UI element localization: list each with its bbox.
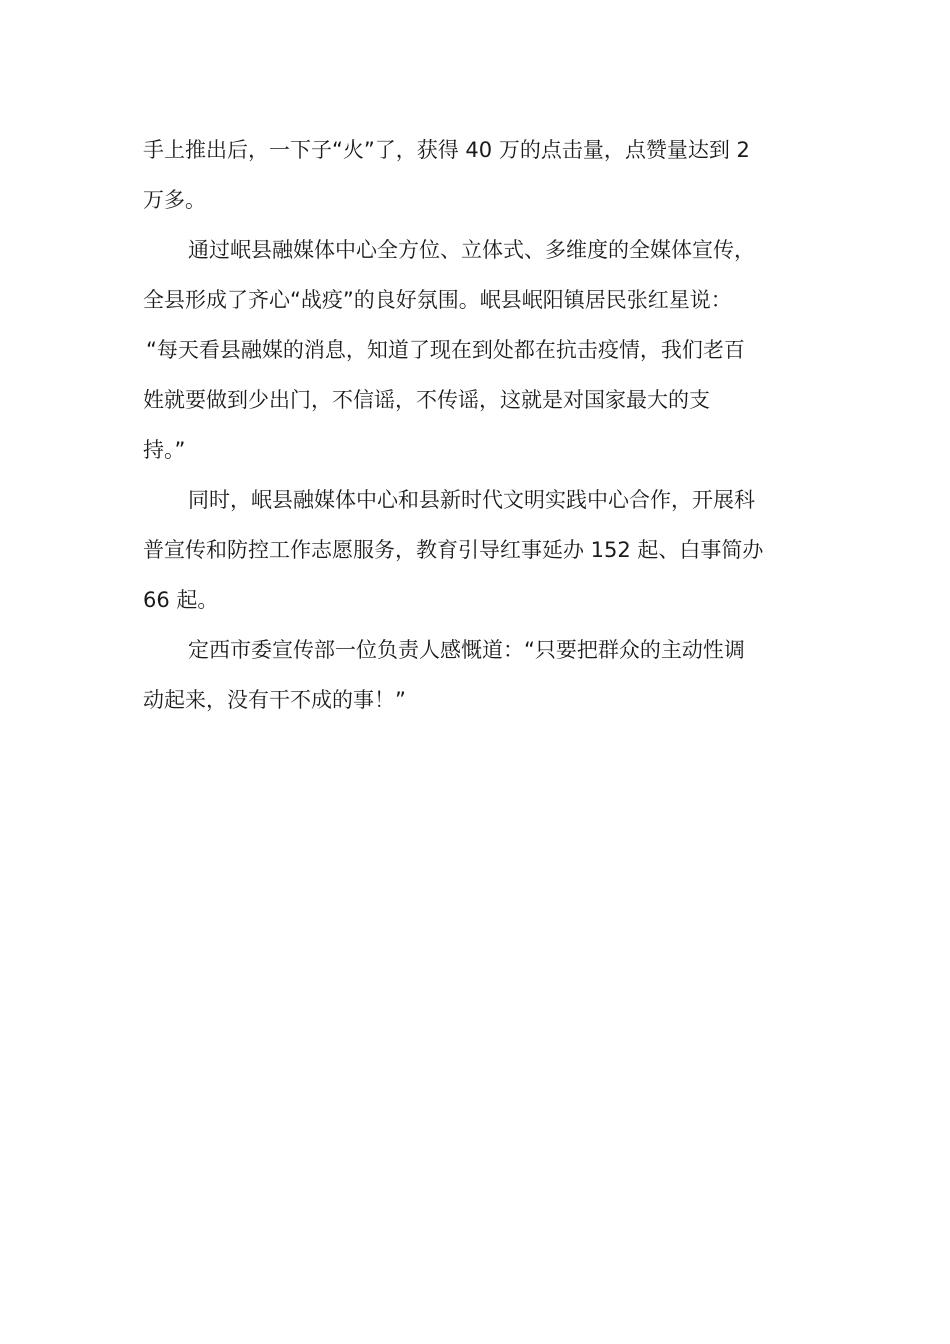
text-line: “每天看县融媒的消息，知道了现在到处都在抗击疫情，我们老百 xyxy=(146,338,745,362)
text-line: 万多。 xyxy=(143,188,206,212)
text-line: 同时，岷县融媒体中心和县新时代文明实践中心合作，开展科 xyxy=(188,488,755,512)
text-line: 手上推出后，一下子“火”了，获得 40 万的点击量，点赞量达到 2 xyxy=(143,138,750,162)
text-line: 姓就要做到少出门，不信谣，不传谣，这就是对国家最大的支 xyxy=(143,388,710,412)
text-line: 普宣传和防控工作志愿服务，教育引导红事延办 152 起、白事简办 xyxy=(143,538,764,562)
text-line: 66 起。 xyxy=(143,588,219,612)
text-line: 定西市委宣传部一位负责人感慨道：“只要把群众的主动性调 xyxy=(188,638,745,662)
text-line: 全县形成了齐心“战疫”的良好氛围。岷县岷阳镇居民张红星说： xyxy=(143,288,732,312)
text-line: 动起来，没有干不成的事！” xyxy=(143,688,406,712)
text-line: 通过岷县融媒体中心全方位、立体式、多维度的全媒体宣传， xyxy=(188,238,755,262)
text-line: 持。” xyxy=(143,438,186,462)
